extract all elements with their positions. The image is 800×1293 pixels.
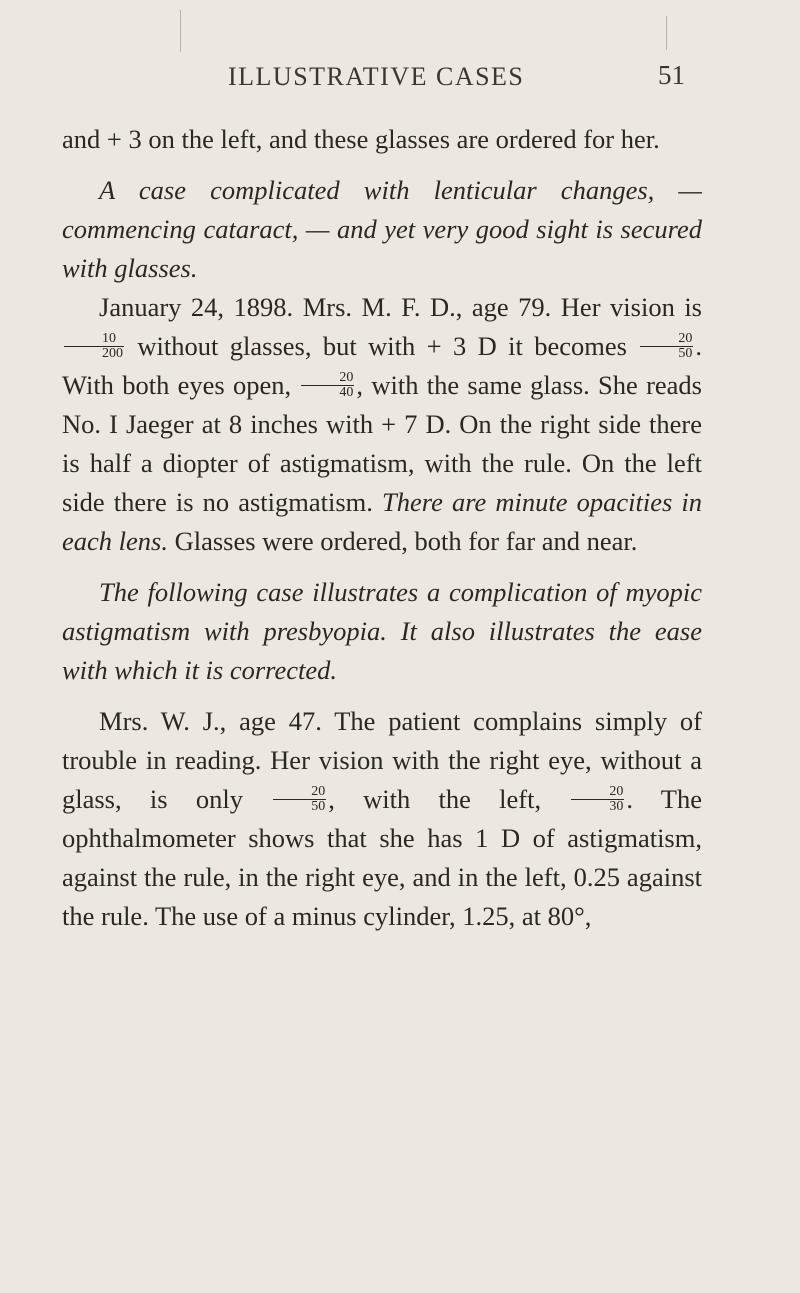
paragraph-text: . The ophthalmometer shows that she has 1 D of astigmatism, against the rule, in the right eye, and in the left, 0.25 against the rule. The use of a minus cylinder, 1.25, at 80°,: [62, 784, 702, 931]
paragraph-text: without glasses, but with + 3 D it becomes: [126, 331, 639, 361]
body-text: [62, 120, 702, 936]
paragraph-1: [62, 120, 702, 159]
paragraph-text: and + 3 on the left, and these glasses are ordered for her.: [62, 124, 660, 154]
fraction-numerator: 20: [273, 785, 326, 800]
paragraph-text: . With both eyes open,: [62, 331, 702, 400]
fraction-denominator: 30: [609, 799, 624, 815]
paragraph-3: [62, 288, 702, 561]
margin-rule: [666, 16, 667, 50]
case-heading-1: [62, 171, 702, 288]
fraction: [64, 332, 124, 361]
fraction: [301, 371, 354, 400]
paragraph-text: , with the left,: [328, 784, 570, 814]
fraction-numerator: 10: [64, 332, 124, 347]
fraction-denominator: 50: [678, 346, 693, 362]
fraction: [640, 332, 693, 361]
paragraph-5: [62, 702, 702, 936]
fraction: [571, 785, 624, 814]
margin-rule: [180, 10, 181, 52]
paragraph-text: The following case illustrates a complication of myopic astigmatism with presbyopia. It also illustrates the ease with which it is corrected.: [62, 577, 702, 685]
paragraph-text: Mrs. W. J., age 47. The patient complains simply of trouble in reading. Her vision with the right eye, without a glass, is only: [62, 706, 702, 814]
running-head: ILLUSTRATIVE CASES: [228, 62, 525, 91]
fraction-numerator: 20: [571, 785, 624, 800]
fraction-numerator: 20: [640, 332, 693, 347]
case-heading-2: [62, 573, 702, 690]
fraction-denominator: 40: [339, 385, 354, 401]
paragraph-text: January 24, 1898. Mrs. M. F. D., age 79. Her vision is: [99, 292, 702, 322]
paragraph-text: Glasses were ordered, both for far and near.: [167, 526, 638, 556]
fraction-denominator: 50: [311, 799, 326, 815]
page-number: 51: [658, 60, 685, 90]
paragraph-text: , with the same glass. She reads No. I Jaeger at 8 inches with + 7 D. On the right side there is half a diopter of astigmatism, with the rule. On the left side there is no astigmatism.: [62, 370, 702, 517]
italic-text: There are minute opacities in each lens.: [62, 487, 702, 556]
fraction-numerator: 20: [301, 371, 354, 386]
fraction: [273, 785, 326, 814]
fraction-denominator: 200: [102, 346, 123, 362]
page-header: [0, 62, 800, 102]
paragraph-text: A case complicated with lenticular changes, — commencing cataract, — and yet very good sight is secured with glasses.: [62, 175, 702, 283]
